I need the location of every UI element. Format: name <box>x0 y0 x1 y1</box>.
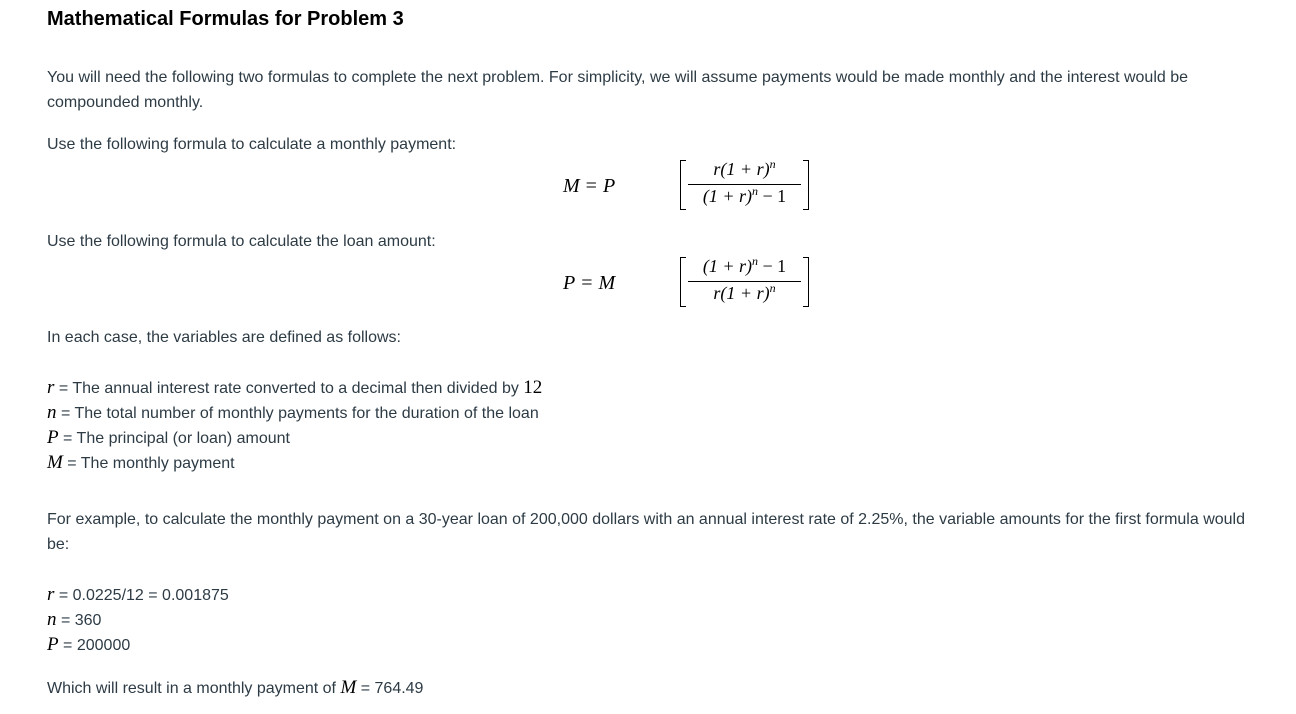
formula2-fraction-bar <box>688 281 801 282</box>
monthly-payment-formula <box>563 158 803 218</box>
formula2-numerator: $(1 + r)^n - 1$ <box>702 254 787 276</box>
example-paragraph: For example, to calculate the monthly payment on a 30-year loan of 200,000 dollars with an annual interest rate of 2.25%, the variable amounts for the first formula would be: <box>47 511 1245 553</box>
example-value-p: P = 200000 <box>47 634 131 655</box>
formula2-equals: = <box>581 272 593 294</box>
formula1-multiplier: P <box>602 175 616 197</box>
page-title: Mathematical Formulas for Problem 3 <box>47 8 404 30</box>
formula1-right-bracket <box>803 160 809 210</box>
intro-paragraph: You will need the following two formulas to complete the next problem. For simplicity, we will assume payments would be made monthly and the interest would be compounded monthly. <box>47 69 1189 111</box>
example-value-n: n = 360 <box>47 609 102 630</box>
formula1-lhs: M <box>563 175 580 197</box>
formula1-numerator: $r(1 + r)^n$ <box>713 157 776 179</box>
formula1-label: Use the following formula to calculate a monthly payment: <box>47 136 457 153</box>
formula2-label: Use the following formula to calculate the loan amount: <box>47 233 436 250</box>
result-sentence: Which will result in a monthly payment of M = 764.49 <box>47 677 424 698</box>
formula1-fraction-bar <box>688 184 801 185</box>
variables-intro: In each case, the variables are defined as follows: <box>47 329 401 346</box>
formula1-left-bracket <box>680 160 686 210</box>
loan-amount-formula <box>563 255 803 315</box>
formula2-right-bracket <box>803 257 809 307</box>
formula2-denominator: $r(1 + r)^n$ <box>713 281 776 303</box>
result-symbol: M <box>340 677 357 698</box>
formula1-denominator: $(1 + r)^n - 1$ <box>702 184 787 206</box>
example-value-r: r = 0.0225/12 = 0.001875 <box>47 584 229 605</box>
formula2-left-bracket <box>680 257 686 307</box>
variable-definition-m: M = The monthly payment <box>47 452 235 473</box>
formula2-lhs: P <box>563 272 576 294</box>
result-value: = 764.49 <box>356 680 424 697</box>
formula2-multiplier: M <box>598 272 616 294</box>
variable-definition-r: r = The annual interest rate converted to a decimal then divided by 12 <box>47 377 543 398</box>
formula1-equals: = <box>585 175 597 197</box>
variable-definition-n: n = The total number of monthly payments for the duration of the loan <box>47 402 539 423</box>
variable-definition-p: P = The principal (or loan) amount <box>47 427 290 448</box>
